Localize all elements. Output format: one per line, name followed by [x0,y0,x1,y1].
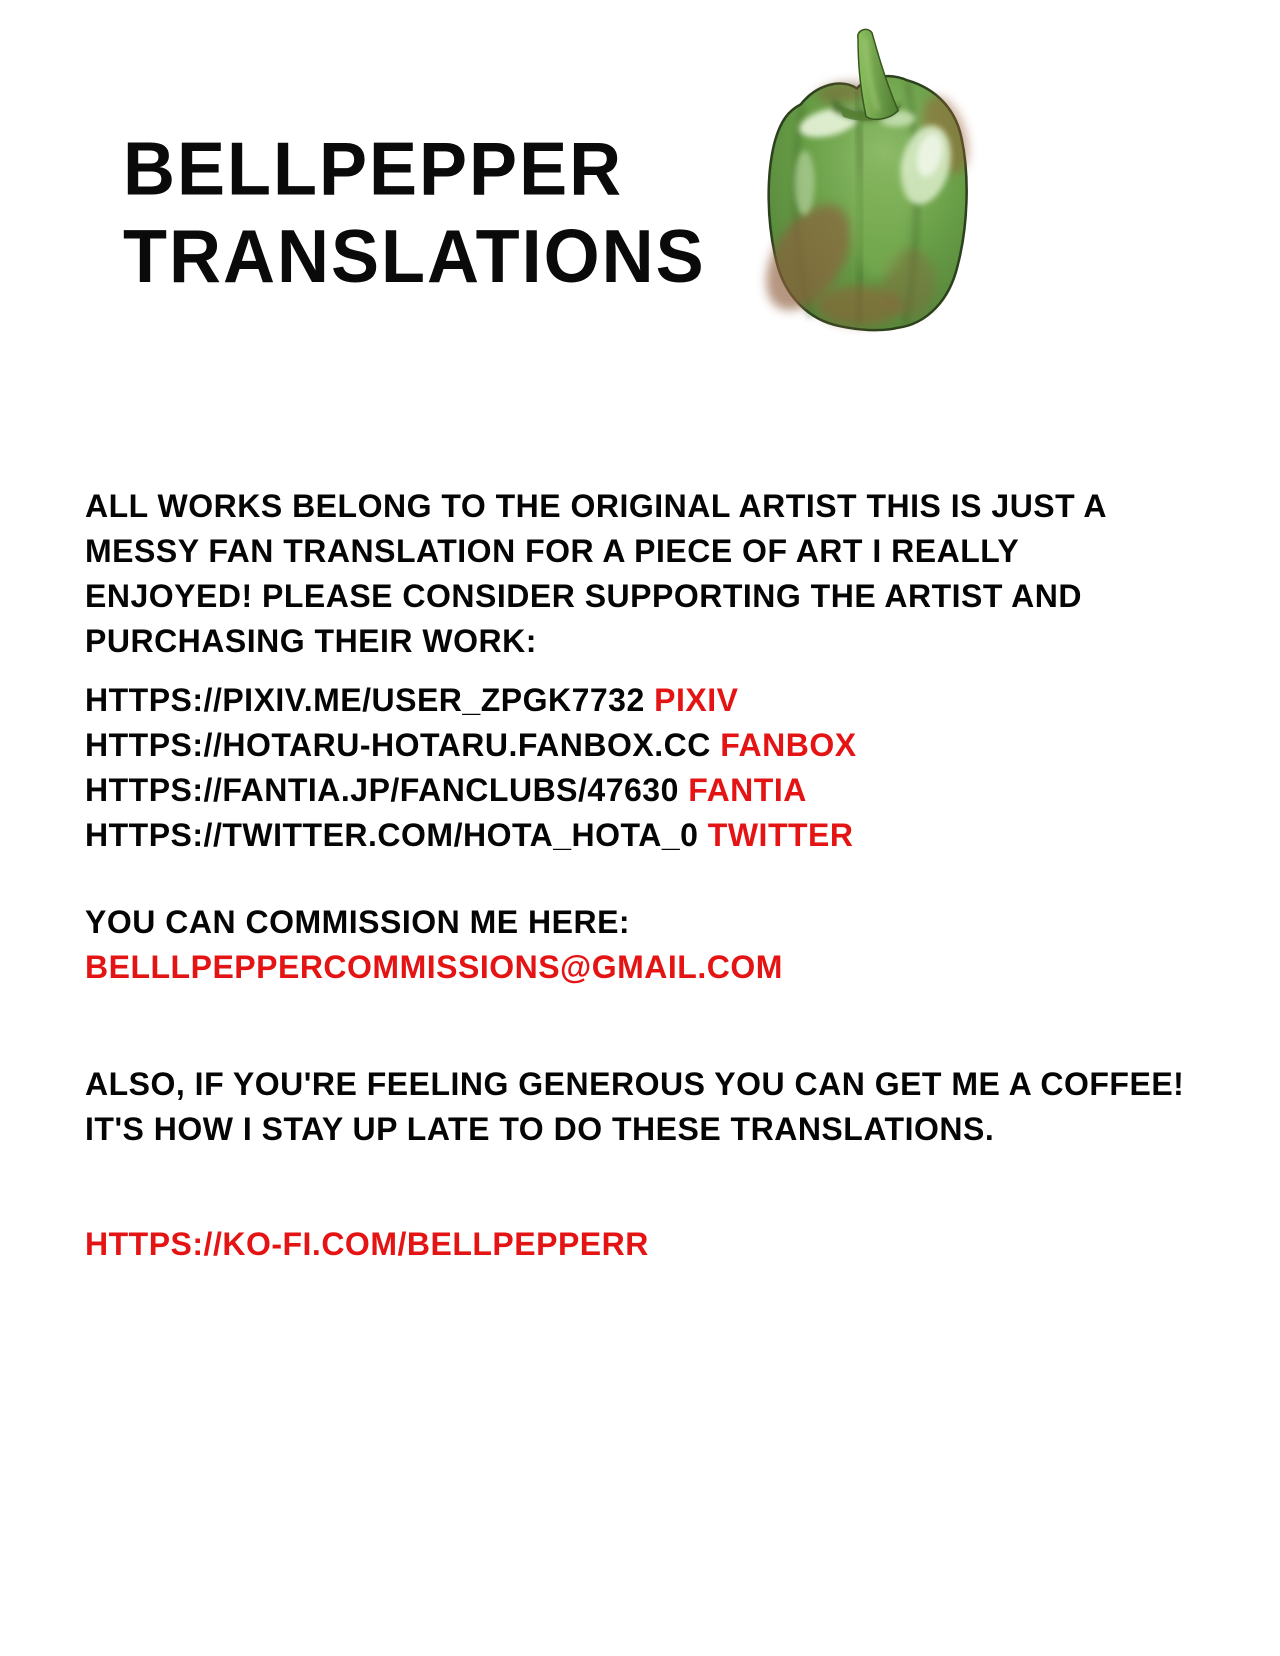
link-url: HTTPS://PIXIV.ME/USER_ZPGK7732 [85,682,645,718]
link-platform-label: TWITTER [707,817,854,853]
page-title-line1: BELLPEPPER [123,128,624,212]
link-row-fantia [85,768,1205,813]
page-title-line2: TRANSLATIONS [123,215,706,299]
link-platform-label: FANTIA [688,772,807,808]
link-row-fanbox [85,723,1205,768]
link-platform-label: PIXIV [654,682,739,718]
link-url: HTTPS://TWITTER.COM/HOTA_HOTA_0 [85,817,699,853]
commission-heading: YOU CAN COMMISSION ME HERE: [85,904,631,940]
link-row-pixiv [85,678,1205,723]
link-url: HTTPS://HOTARU-HOTARU.FANBOX.CC [85,727,711,763]
commission-email: BELLLPEPPERCOMMISSIONS@GMAIL.COM [85,949,783,985]
link-url: HTTPS://FANTIA.JP/FANCLUBS/47630 [85,772,679,808]
link-row-twitter [85,813,1205,858]
page-title [123,126,706,301]
kofi-link: HTTPS://KO-FI.COM/BELLPEPPERR [85,1226,649,1262]
disclaimer-text: ALL WORKS BELONG TO THE ORIGINAL ARTIST THIS IS JUST A MESSY FAN TRANSLATION FOR A PIECE OF ART I REALLY ENJOYED! PLEASE CONSIDER SUPPORTING THE ARTIST AND PURCHASING THEIR WORK: [85,488,1106,659]
coffee-text: ALSO, IF YOU'RE FEELING GENEROUS YOU CAN GET ME A COFFEE! IT'S HOW I STAY UP LATE TO DO THESE TRANSLATIONS. [85,1066,1185,1147]
support-links [85,678,1205,858]
commission-block [85,900,1205,990]
link-platform-label: FANBOX [720,727,857,763]
bellpepper-logo-icon [738,26,980,338]
